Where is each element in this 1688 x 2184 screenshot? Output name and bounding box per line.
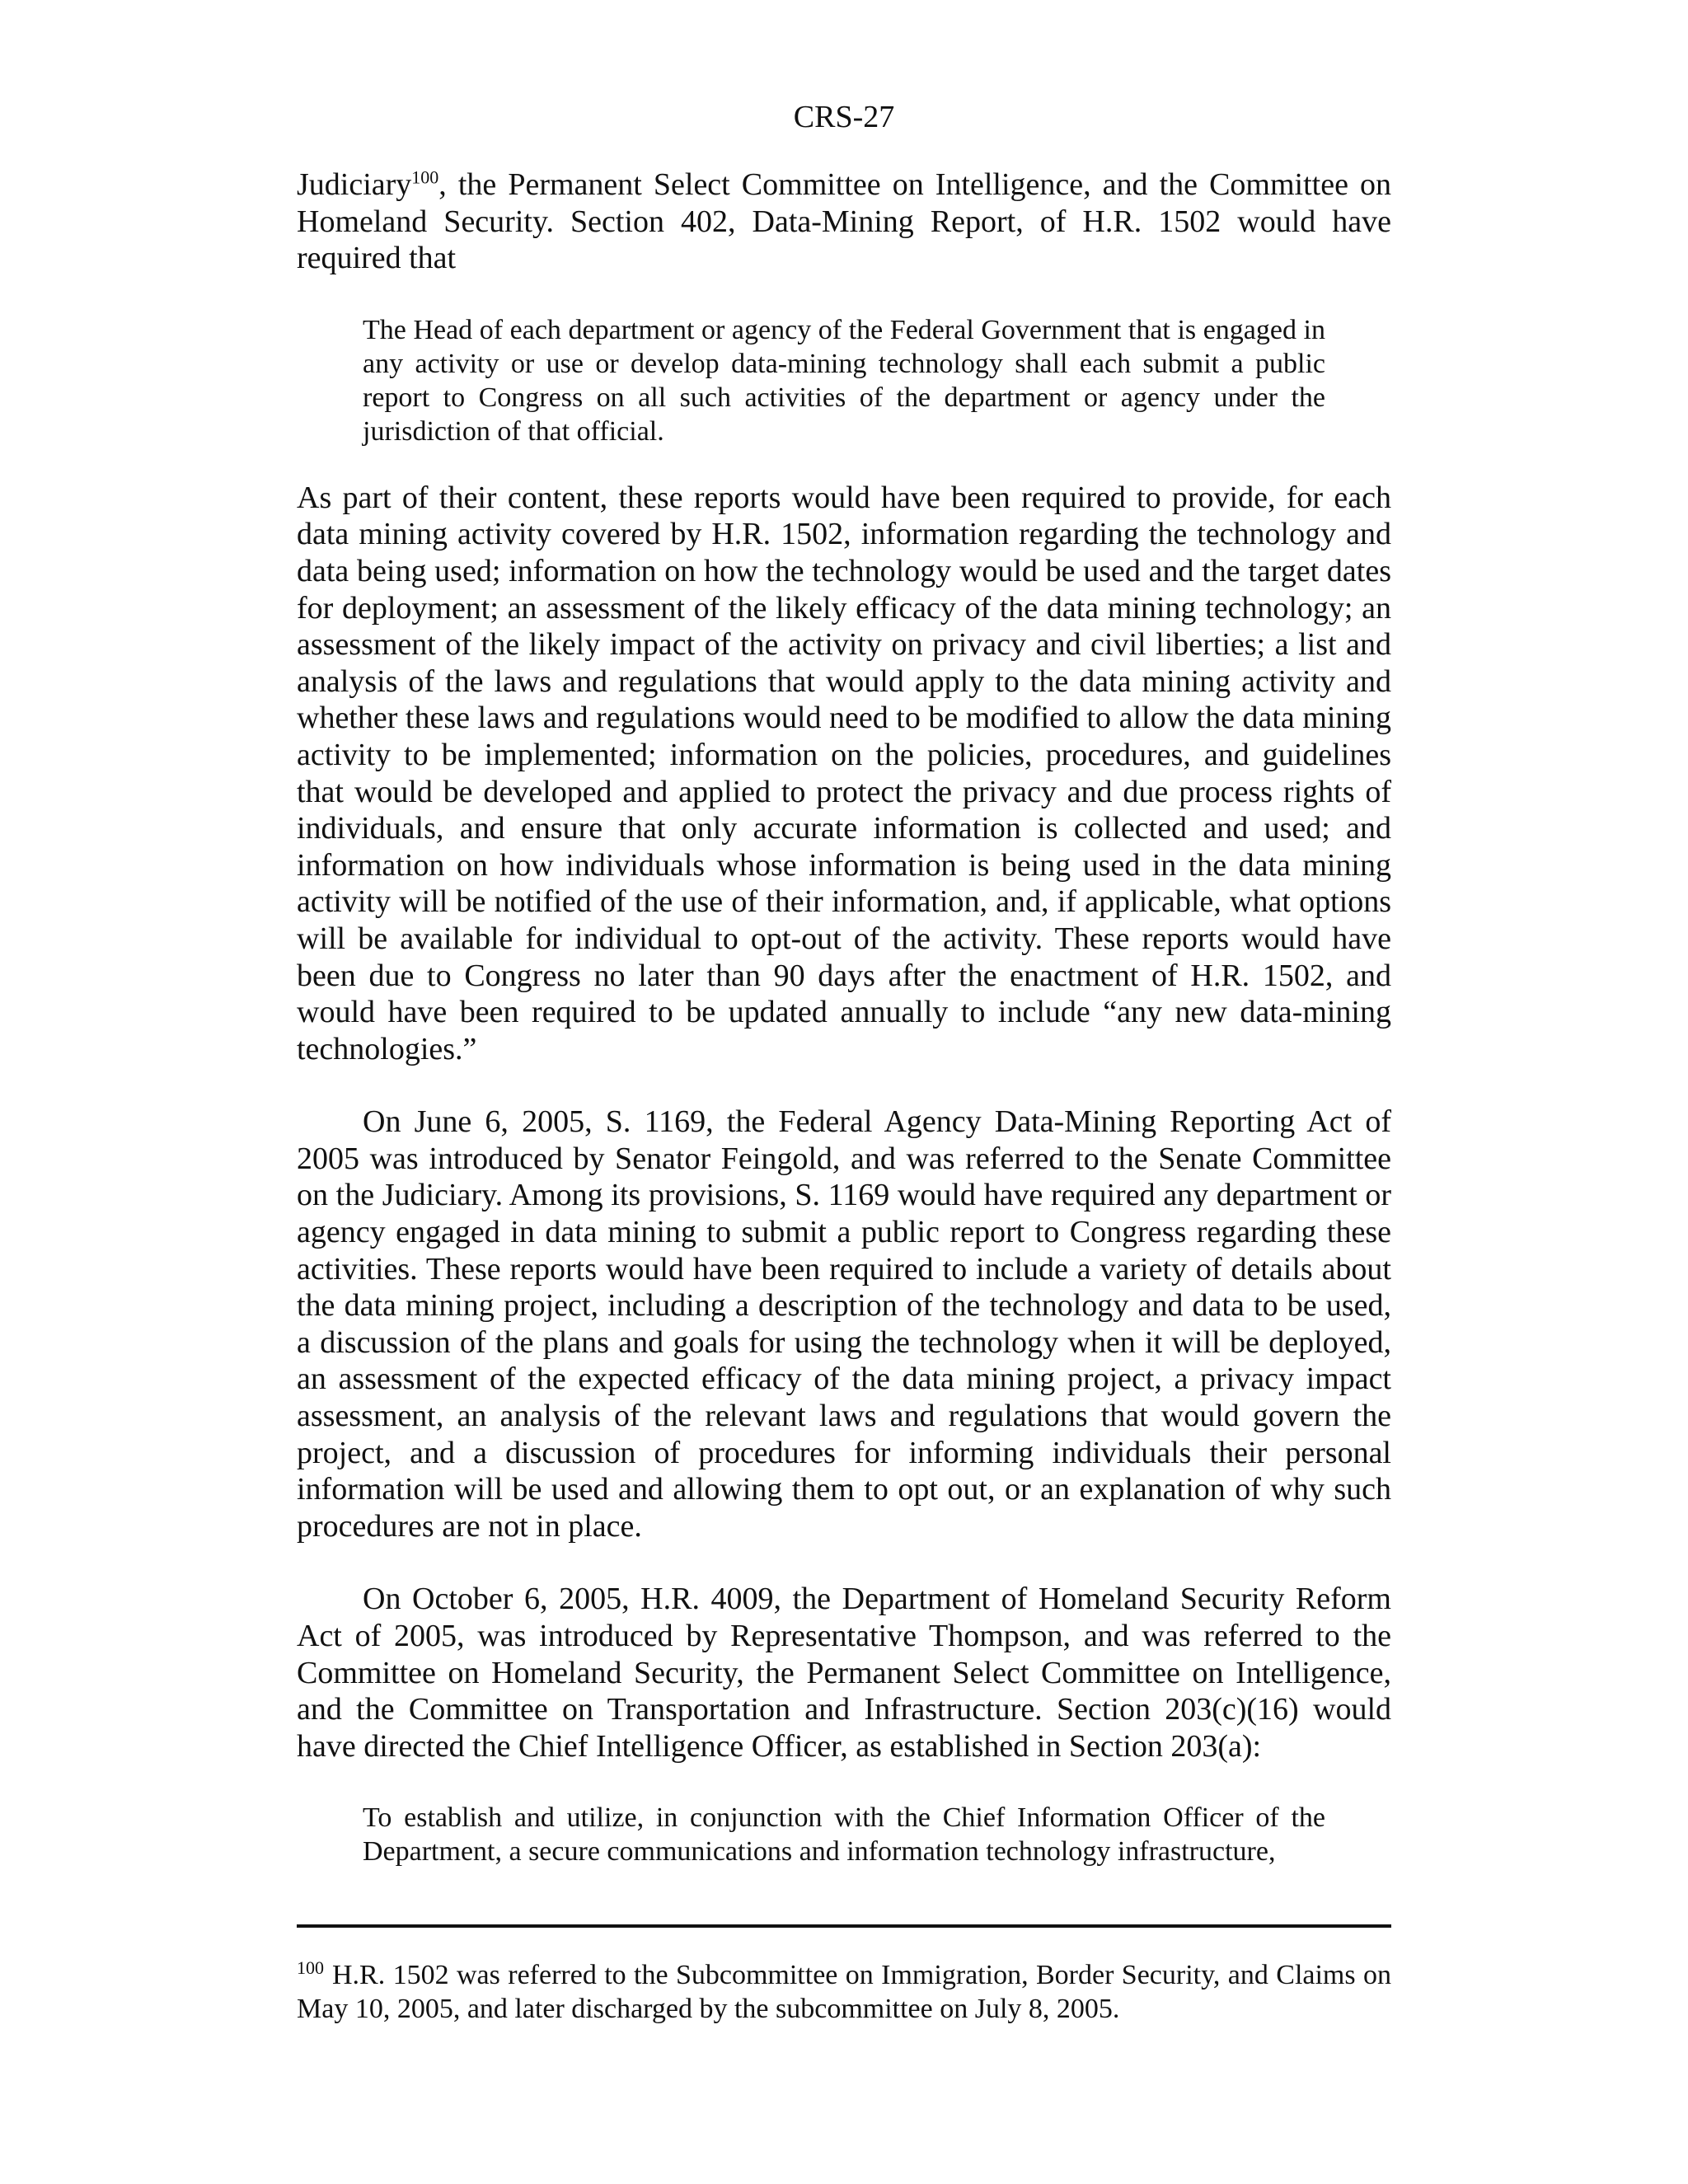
block-quote-section-203: To establish and utilize, in conjunction with the Chief Information Officer of the Department, a secure communications and information technology infrastructure, [363, 1802, 1325, 1868]
block-quote-data-mining-report: The Head of each department or agency of the Federal Government that is engaged in any activity or use or develop data-mining technology shall each submit a public report to Congress on all such activities of the department or agency under the jurisdiction of that official. [363, 314, 1325, 447]
footnote-reference: 100 [411, 166, 439, 188]
main-text [297, 166, 1391, 1868]
footnote-number: 100 [297, 1957, 324, 1978]
paragraph-report-content: As part of their content, these reports would have been required to provide, for each data mining activity covered by H.R. 1502, information regarding the technology and data being used; information on how the technology would be used and the target dates for deployment; an assessment of the likely efficacy of the data mining technology; an assessment of the likely impact of the activity on privacy and civil liberties; a list and analysis of the laws and regulations that would apply to the data mining activity and whether these laws and regulations would need to be modified to allow the data mining activity to be implemented; information on the policies, procedures, and guidelines that would be developed and applied to protect the privacy and due process rights of individuals, and ensure that only accurate information is collected and used; and information on how individuals whose information is being used in the data mining activity will be notified of the use of their information, and, if applicable, what options will be available for individual to opt-out of the activity. These reports would have been due to Congress no later than 90 days after the enactment of H.R. 1502, and would have been required to be updated annually to include “any new data-mining technologies.” [297, 480, 1391, 1066]
footnote-text: H.R. 1502 was referred to the Subcommittee on Immigration, Border Security, and Claims on May 10, 2005, and later discharged by the subcommittee on July 8, 2005. [297, 1960, 1391, 2024]
paragraph-lead-text: Judiciary [297, 167, 412, 202]
footnote [297, 1958, 1391, 2026]
paragraph-hr4009: On October 6, 2005, H.R. 4009, the Department of Homeland Security Reform Act of 2005, was introduced by Representative Thompson, and was referred to the Committee on Homeland Security, the Permanent Select Committee on Intelligence, and the Committee on Transportation and Infrastructure. Section 203(c)(16) would have directed the Chief Intelligence Officer, as established in Section 203(a): [297, 1582, 1391, 1764]
footnote-divider [297, 1924, 1391, 1928]
page-number: CRS-27 [793, 100, 895, 134]
paragraph-s1169: On June 6, 2005, S. 1169, the Federal Agency Data-Mining Reporting Act of 2005 was introduced by Senator Feingold, and was referred to the Senate Committee on the Judiciary. Among its provisions, S. 1169 would have required any department or agency engaged in data mining to submit a public report to Congress regarding these activities. These reports would have been required to include a variety of details about the data mining project, including a description of the technology and data to be used, a discussion of the plans and goals for using the technology when it will be deployed, an assessment of the expected efficacy of the data mining project, a privacy impact assessment, an analysis of the relevant laws and regulations that would govern the project, and a discussion of procedures for informing individuals their personal information will be used and allowing them to opt out, or an explanation of why such procedures are not in place. [297, 1104, 1391, 1544]
paragraph-continued [297, 166, 1391, 277]
paragraph-continued-text: , the Permanent Select Committee on Intelligence, and the Committee on Homeland Security. Section 402, Data-Mining Report, of H.R. 1502 would have required that [297, 167, 1391, 276]
